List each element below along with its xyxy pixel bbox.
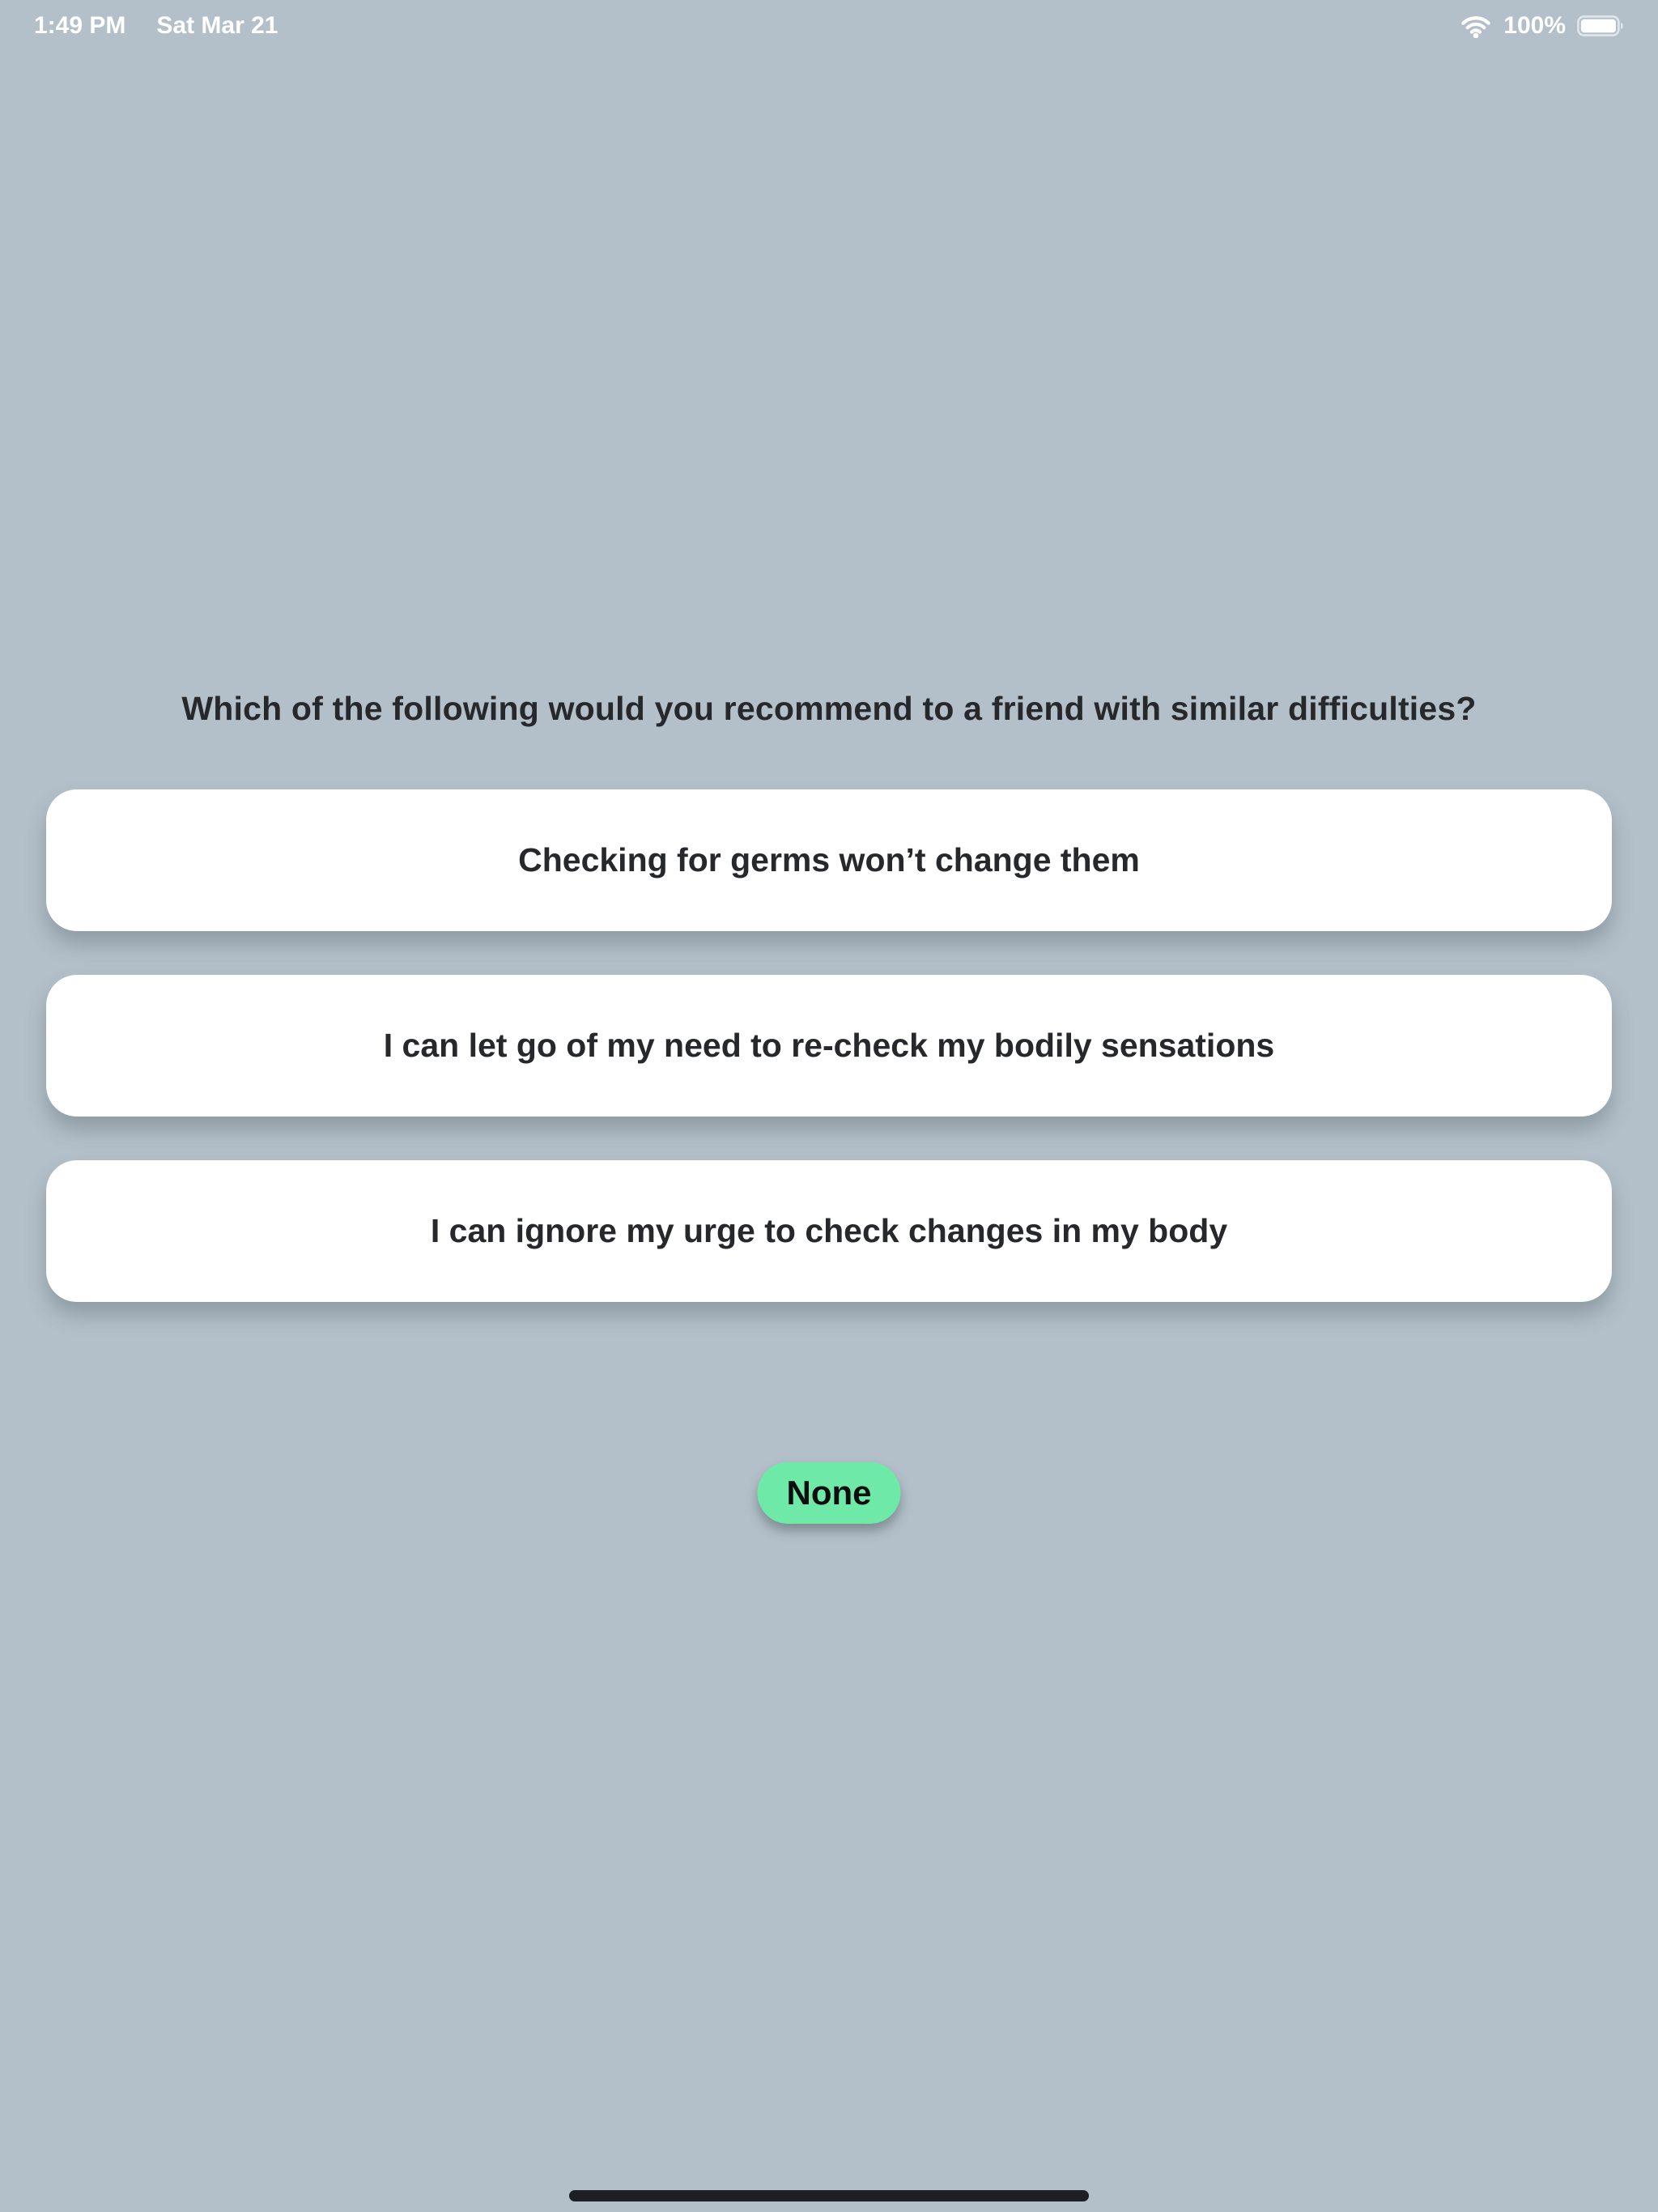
answer-list	[46, 789, 1612, 1302]
answer-card-ignore-urge[interactable]	[46, 1160, 1612, 1302]
question-text: Which of the following would you recommend to a friend with similar difficulties?	[181, 690, 1477, 727]
none-button[interactable]	[758, 1462, 901, 1524]
battery-percent-label: 100%	[1503, 12, 1566, 39]
status-bar	[0, 0, 1658, 47]
none-button-label: None	[786, 1474, 872, 1512]
status-left	[34, 12, 278, 40]
answer-card-label: Checking for germs won’t change them	[518, 841, 1140, 878]
answer-card-germs[interactable]	[46, 789, 1612, 931]
status-time: 1:49 PM	[34, 12, 126, 39]
home-indicator[interactable]	[569, 2190, 1089, 2201]
answer-card-label: I can let go of my need to re-check my bodily sensations	[383, 1027, 1275, 1064]
answer-card-label: I can ignore my urge to check changes in my body	[430, 1212, 1228, 1249]
status-date: Sat Mar 21	[156, 12, 278, 39]
answer-card-let-go[interactable]	[46, 975, 1612, 1117]
status-right	[1460, 12, 1624, 40]
wifi-icon	[1460, 14, 1492, 38]
battery-full-icon	[1577, 15, 1624, 37]
